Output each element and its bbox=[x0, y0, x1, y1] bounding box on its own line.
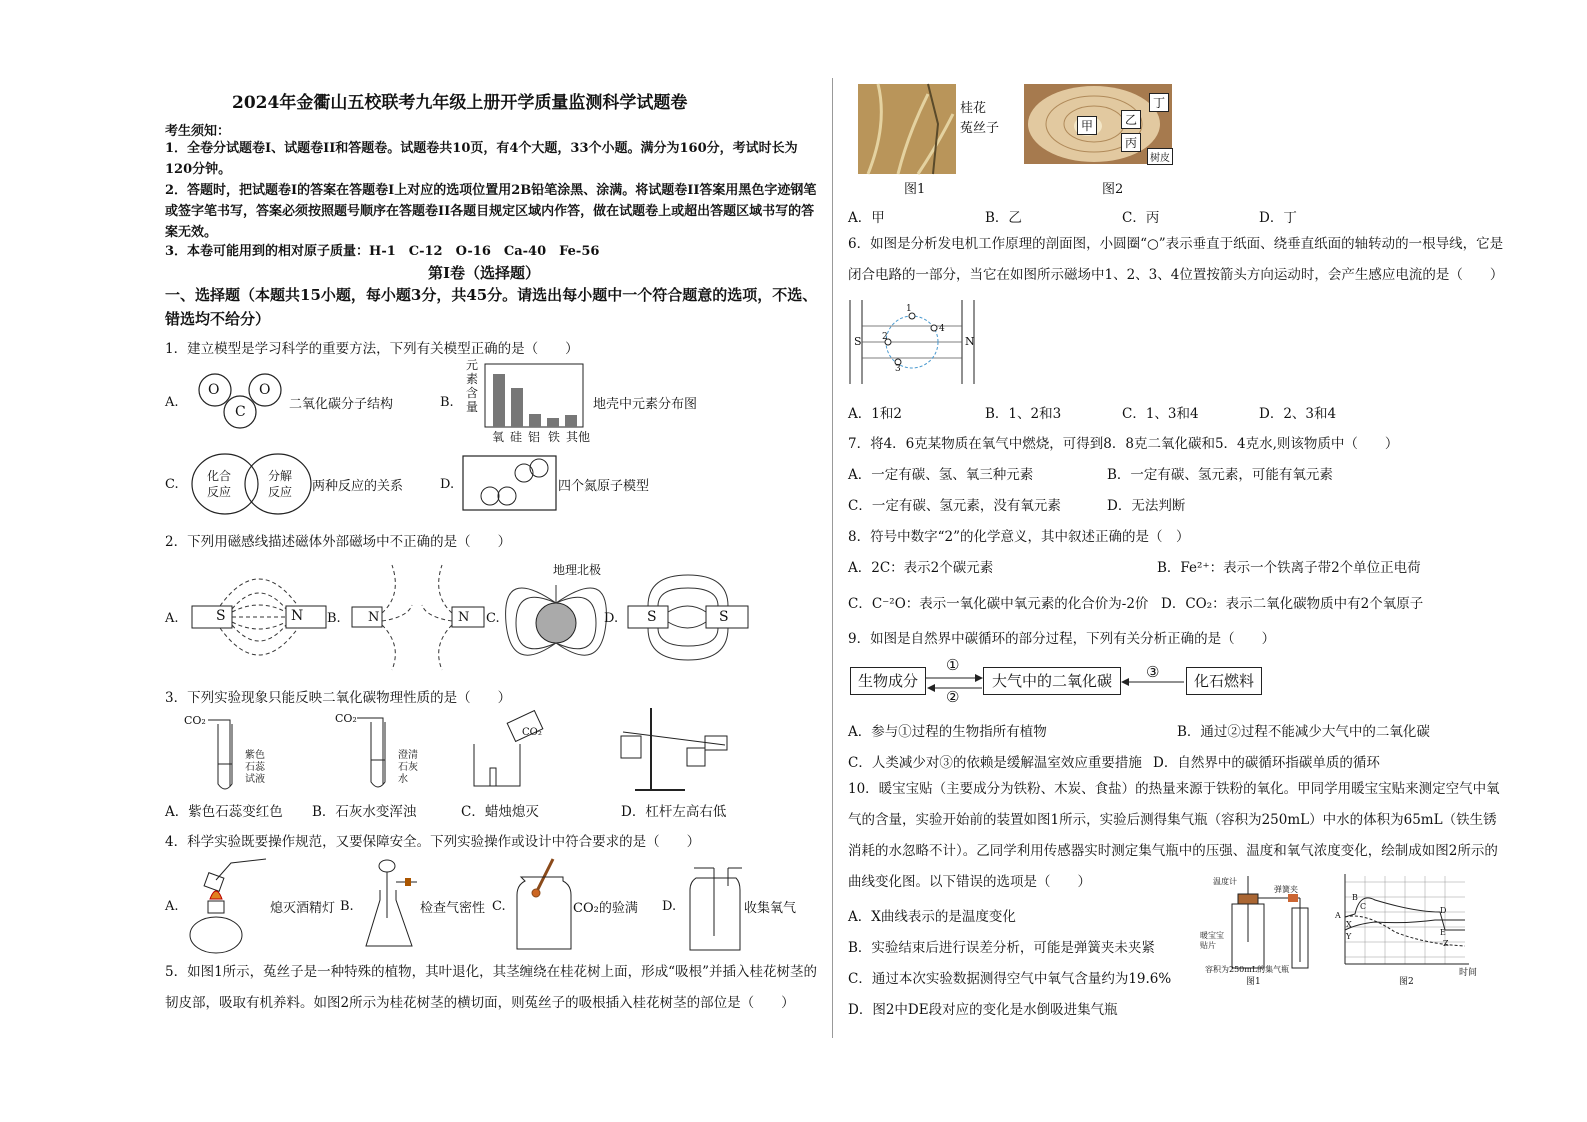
q8-option-b: B．Fe²⁺：表示一个铁离子带2个单位正电荷 bbox=[1157, 560, 1421, 576]
generator-diagram bbox=[848, 298, 978, 386]
q5-option-a: A．甲 bbox=[848, 210, 885, 226]
q7-option-c: C．一定有碳、氢元素，没有氧元素 bbox=[848, 498, 1061, 514]
pole-label: S bbox=[854, 335, 862, 348]
exam-title: 2024年金衢山五校联考九年级上册开学质量监测科学试题卷 bbox=[232, 93, 688, 113]
q1-c-label: C. bbox=[165, 477, 179, 492]
stem-part-label: 树皮 bbox=[1147, 148, 1173, 165]
pole-label: S bbox=[719, 609, 729, 625]
q6-option-d: D．2、3和4 bbox=[1259, 406, 1337, 422]
q10-option-c: C．通过本次实验数据测得空气中氧气含量约为19.6% bbox=[848, 971, 1172, 987]
pole-label: N bbox=[368, 610, 380, 625]
q9-stem: 9．如图是自然界中碳循环的部分过程，下列有关分析正确的是（ ） bbox=[848, 631, 1276, 647]
column-divider bbox=[832, 78, 833, 1038]
pole-label: N bbox=[458, 610, 470, 625]
fig1-caption: 图1 bbox=[904, 182, 926, 197]
q4-b-label: B. bbox=[340, 899, 354, 914]
q7-stem: 7．将4．6克某物质在氧气中燃烧，可得到8．8克二氧化碳和5．4克水,则该物质中（ ） bbox=[848, 436, 1399, 452]
earth-magnetic-field bbox=[506, 575, 606, 670]
test-tube-a bbox=[200, 716, 240, 794]
fig1-label: 菟丝子 bbox=[960, 121, 1000, 136]
q4-d-text: 收集氧气 bbox=[744, 901, 797, 916]
airtight-flask bbox=[362, 858, 422, 953]
oxygen-measure-apparatus bbox=[1200, 872, 1325, 977]
apparatus-caption: 图1 bbox=[1246, 977, 1261, 987]
co2-label: CO₂ bbox=[335, 712, 357, 725]
pole-label: N bbox=[291, 608, 304, 624]
q2-c-label: C. bbox=[486, 611, 500, 626]
notice-heading: 考生须知： bbox=[165, 124, 231, 139]
arrow-label: ① bbox=[946, 656, 960, 674]
q5-option-c: C．丙 bbox=[1122, 210, 1160, 226]
q1-b-text: 地壳中元素分布图 bbox=[593, 397, 698, 412]
q10-stem: 10．暖宝宝贴（主要成分为铁粉、木炭、食盐）的热量来源于铁粉的氧化。甲同学用暖宝宝贴来测定空气中氧气的含量，实验开始前的装置如图1所示，实验后测得集气瓶（容积为250mL）中水的体积为65mL（铁生锈消耗的水忽略不计）。乙同学利用传感器实时测定集气瓶中的压强、温度和氧气浓度变化，绘制成如图2所示的曲线变化图。以下错误的选项是（ ） bbox=[848, 781, 1500, 890]
stem-part-label: 甲 bbox=[1077, 116, 1097, 135]
stem-part-label: 丙 bbox=[1121, 133, 1141, 152]
curve-label: E bbox=[1440, 928, 1446, 937]
q2-b-label: B. bbox=[327, 611, 341, 626]
tube-label: 紫色石蕊试液 bbox=[245, 750, 265, 785]
q1-d-text: 四个氮原子模型 bbox=[558, 479, 650, 494]
position-number: 1 bbox=[906, 304, 912, 314]
element-bar-chart bbox=[485, 364, 585, 428]
position-number: 4 bbox=[939, 324, 945, 334]
q3-option-c: C．蜡烛熄灭 bbox=[461, 804, 539, 820]
q8-stem: 8．符号中数字“2”的化学意义，其中叙述正确的是（ ） bbox=[848, 529, 1190, 545]
nitrogen-atom-model bbox=[463, 456, 557, 511]
q9-option-b: B．通过②过程不能减少大气中的二氧化碳 bbox=[1177, 724, 1430, 740]
atom-label: C bbox=[235, 404, 246, 420]
oxygen-collection-bottle bbox=[686, 866, 746, 956]
pole-label: S bbox=[647, 609, 657, 625]
q10-option-a: A．X曲线表示的是温度变化 bbox=[848, 909, 1016, 925]
co2-molecule-model bbox=[190, 372, 290, 432]
co2-label: CO₂ bbox=[184, 714, 206, 727]
curve-label: B bbox=[1352, 893, 1358, 902]
notice-item-1: 1．全卷分试题卷I、试题卷II和答题卷。试题卷共10页，有4个大题，33个小题。满分为160分，考试时长为120分钟。 bbox=[165, 141, 798, 177]
q7-option-a: A．一定有碳、氢、氧三种元素 bbox=[848, 467, 1034, 483]
atom-label: O bbox=[259, 382, 271, 398]
q6-option-c: C．1、3和4 bbox=[1122, 406, 1199, 422]
carbon-box-fossil: 化石燃料 bbox=[1186, 667, 1262, 695]
tube-label: 澄清石灰水 bbox=[398, 750, 418, 785]
curve-label: A bbox=[1335, 911, 1341, 920]
q10-option-d: D．图2中DE段对应的变化是水倒吸进集气瓶 bbox=[848, 1002, 1118, 1018]
chart-category: 铁 bbox=[548, 430, 561, 444]
q9-option-a: A．参与①过程的生物指所有植物 bbox=[848, 724, 1047, 740]
alcohol-lamp bbox=[186, 855, 271, 955]
q5-option-d: D．丁 bbox=[1259, 210, 1297, 226]
apparatus-label: 暖宝宝贴片 bbox=[1200, 931, 1224, 950]
stem-part-label: 乙 bbox=[1121, 110, 1141, 129]
q1-b-label: B. bbox=[440, 395, 454, 410]
dodder-photo bbox=[858, 84, 958, 176]
apparatus-label: 温度计 bbox=[1213, 877, 1237, 886]
q2-a-label: A. bbox=[165, 611, 179, 626]
apparatus-label: 容积为250mL的集气瓶 bbox=[1205, 965, 1290, 974]
chart-category: 铝 bbox=[528, 430, 541, 444]
chart-ylabel: 元素含量 bbox=[466, 358, 479, 414]
q8-option-d: D．CO₂：表示二氧化碳物质中有2个氧原子 bbox=[1161, 596, 1424, 612]
curve-label: C bbox=[1360, 902, 1367, 911]
q3-option-b: B．石灰水变浑浊 bbox=[312, 804, 417, 820]
chart-caption: 图2 bbox=[1399, 977, 1414, 987]
magnet-field-a bbox=[190, 562, 330, 672]
q5-option-b: B．乙 bbox=[985, 210, 1022, 226]
q3-option-a: A．紫色石蕊变红色 bbox=[165, 804, 283, 820]
q9-option-c: C．人类减少对③的依赖是缓解温室效应重要措施 bbox=[848, 755, 1142, 771]
apparatus-label: 弹簧夹 bbox=[1274, 885, 1298, 894]
notice-item-2: 2．答题时，把试题卷I的答案在答题卷I上对应的选项位置用2B铅笔涂黑、涂满。将试题卷II答案用黑色字迹钢笔或签字笔书写，答案必须按照题号顺序在答题卷II各题目规定区域内作答，做在试题卷上或超出答题区域书写的答案无效。 bbox=[165, 183, 817, 240]
position-number: 3 bbox=[895, 364, 901, 374]
q6-stem: 6．如图是分析发电机工作原理的剖面图，小圆圈“○”表示垂直于纸面、绕垂直纸面的轴转动的一根导线，它是闭合电路的一部分，当它在如图所示磁场中1、2、3、4位置按箭头方向运动时，会产生感应电流的是（ ） bbox=[848, 236, 1504, 283]
section-heading: 一、选择题（本题共15小题，每小题3分，共45分。请选出每小题中一个符合题意的选项，不选、错选均不给分） bbox=[165, 286, 818, 328]
curve-label: Y bbox=[1346, 932, 1352, 941]
q3-option-d: D．杠杆左高右低 bbox=[621, 804, 727, 820]
geo-north-label: 地理北极 bbox=[553, 563, 602, 577]
q6-option-b: B．1、2和3 bbox=[985, 406, 1062, 422]
q6-option-a: A．1和2 bbox=[848, 406, 902, 422]
pole-label: N bbox=[965, 335, 975, 348]
q8-option-a: A．2C：表示2个碳元素 bbox=[848, 560, 994, 576]
q4-b-text: 检查气密性 bbox=[420, 901, 486, 916]
time-axis-label: 时间 bbox=[1459, 968, 1478, 978]
q1-d-label: D. bbox=[440, 477, 455, 492]
q4-a-text: 熄灭酒精灯 bbox=[270, 901, 336, 916]
q1-c-text: 两种反应的关系 bbox=[312, 479, 404, 494]
q4-stem: 4．科学实验既要操作规范，又要保障安全。下列实验操作或设计中符合要求的是（ ） bbox=[165, 834, 701, 850]
q2-stem: 2．下列用磁感线描述磁体外部磁场中不正确的是（ ） bbox=[165, 534, 512, 550]
chart-category: 氧 bbox=[492, 430, 508, 444]
lever-balance bbox=[615, 700, 735, 795]
q1-a-text: 二氧化碳分子结构 bbox=[289, 397, 394, 412]
q9-option-d: D．自然界中的碳循环指碳单质的循环 bbox=[1153, 755, 1380, 771]
q4-a-label: A. bbox=[165, 899, 179, 914]
venn-label: 化合反应 bbox=[207, 469, 232, 499]
q8-option-c: C．C⁻²O：表示一氧化碳中氧元素的化合价为-2价 bbox=[848, 596, 1149, 612]
arrow-label: ② bbox=[946, 688, 960, 706]
q1-a-label: A. bbox=[165, 395, 179, 410]
q4-c-text: CO₂的验满 bbox=[573, 901, 638, 916]
q1-stem: 1．建立模型是学习科学的重要方法，下列有关模型正确的是（ ） bbox=[165, 341, 579, 357]
chart-category: 其他 bbox=[566, 430, 591, 444]
pole-label: S bbox=[216, 608, 226, 624]
fig2-caption: 图2 bbox=[1102, 182, 1124, 197]
q7-option-d: D．无法判断 bbox=[1107, 498, 1186, 514]
position-number: 2 bbox=[882, 332, 888, 342]
arrow-label: ③ bbox=[1146, 663, 1160, 681]
q3-stem: 3．下列实验现象只能反映二氧化碳物理性质的是（ ） bbox=[165, 690, 512, 706]
stem-part-label: 丁 bbox=[1149, 93, 1169, 112]
sensor-curve-chart bbox=[1335, 872, 1475, 972]
candle-beaker bbox=[470, 710, 560, 790]
chart-category: 硅 bbox=[510, 430, 523, 444]
atom-label: O bbox=[208, 382, 220, 398]
q10-option-b: B．实验结束后进行误差分析，可能是弹簧夹未夹紧 bbox=[848, 940, 1155, 956]
curve-label: D bbox=[1440, 906, 1447, 915]
venn-label: 分解反应 bbox=[268, 469, 293, 499]
carbon-box-bio: 生物成分 bbox=[850, 667, 926, 695]
q4-d-label: D. bbox=[662, 899, 677, 914]
curve-label: X bbox=[1346, 920, 1352, 929]
carbon-box-atmosphere: 大气中的二氧化碳 bbox=[983, 667, 1121, 695]
q7-option-b: B．一定有碳、氢元素，可能有氧元素 bbox=[1107, 467, 1333, 483]
fig1-label: 桂花 bbox=[960, 101, 987, 116]
q4-c-label: C. bbox=[492, 899, 506, 914]
notice-item-3: 3．本卷可能用到的相对原子质量：H-1 C-12 O-16 Ca-40 Fe-56 bbox=[165, 244, 600, 259]
curve-label: Z bbox=[1443, 939, 1449, 948]
co2-collection-bottle bbox=[515, 855, 575, 955]
co2-label: CO₂ bbox=[522, 727, 542, 738]
test-tube-b bbox=[353, 714, 393, 792]
q2-d-label: D. bbox=[604, 611, 619, 626]
q5-stem: 5．如图1所示，菟丝子是一种特殊的植物，其叶退化，其茎缠绕在桂花树上面，形成“吸根”并插入桂花树茎的韧皮部，吸取有机养料。如图2所示为桂花树茎的横切面，则菟丝子的吸根插入桂花树茎的部位是（ ） bbox=[165, 964, 817, 1011]
volume-heading: 第Ⅰ卷（选择题） bbox=[428, 264, 541, 282]
